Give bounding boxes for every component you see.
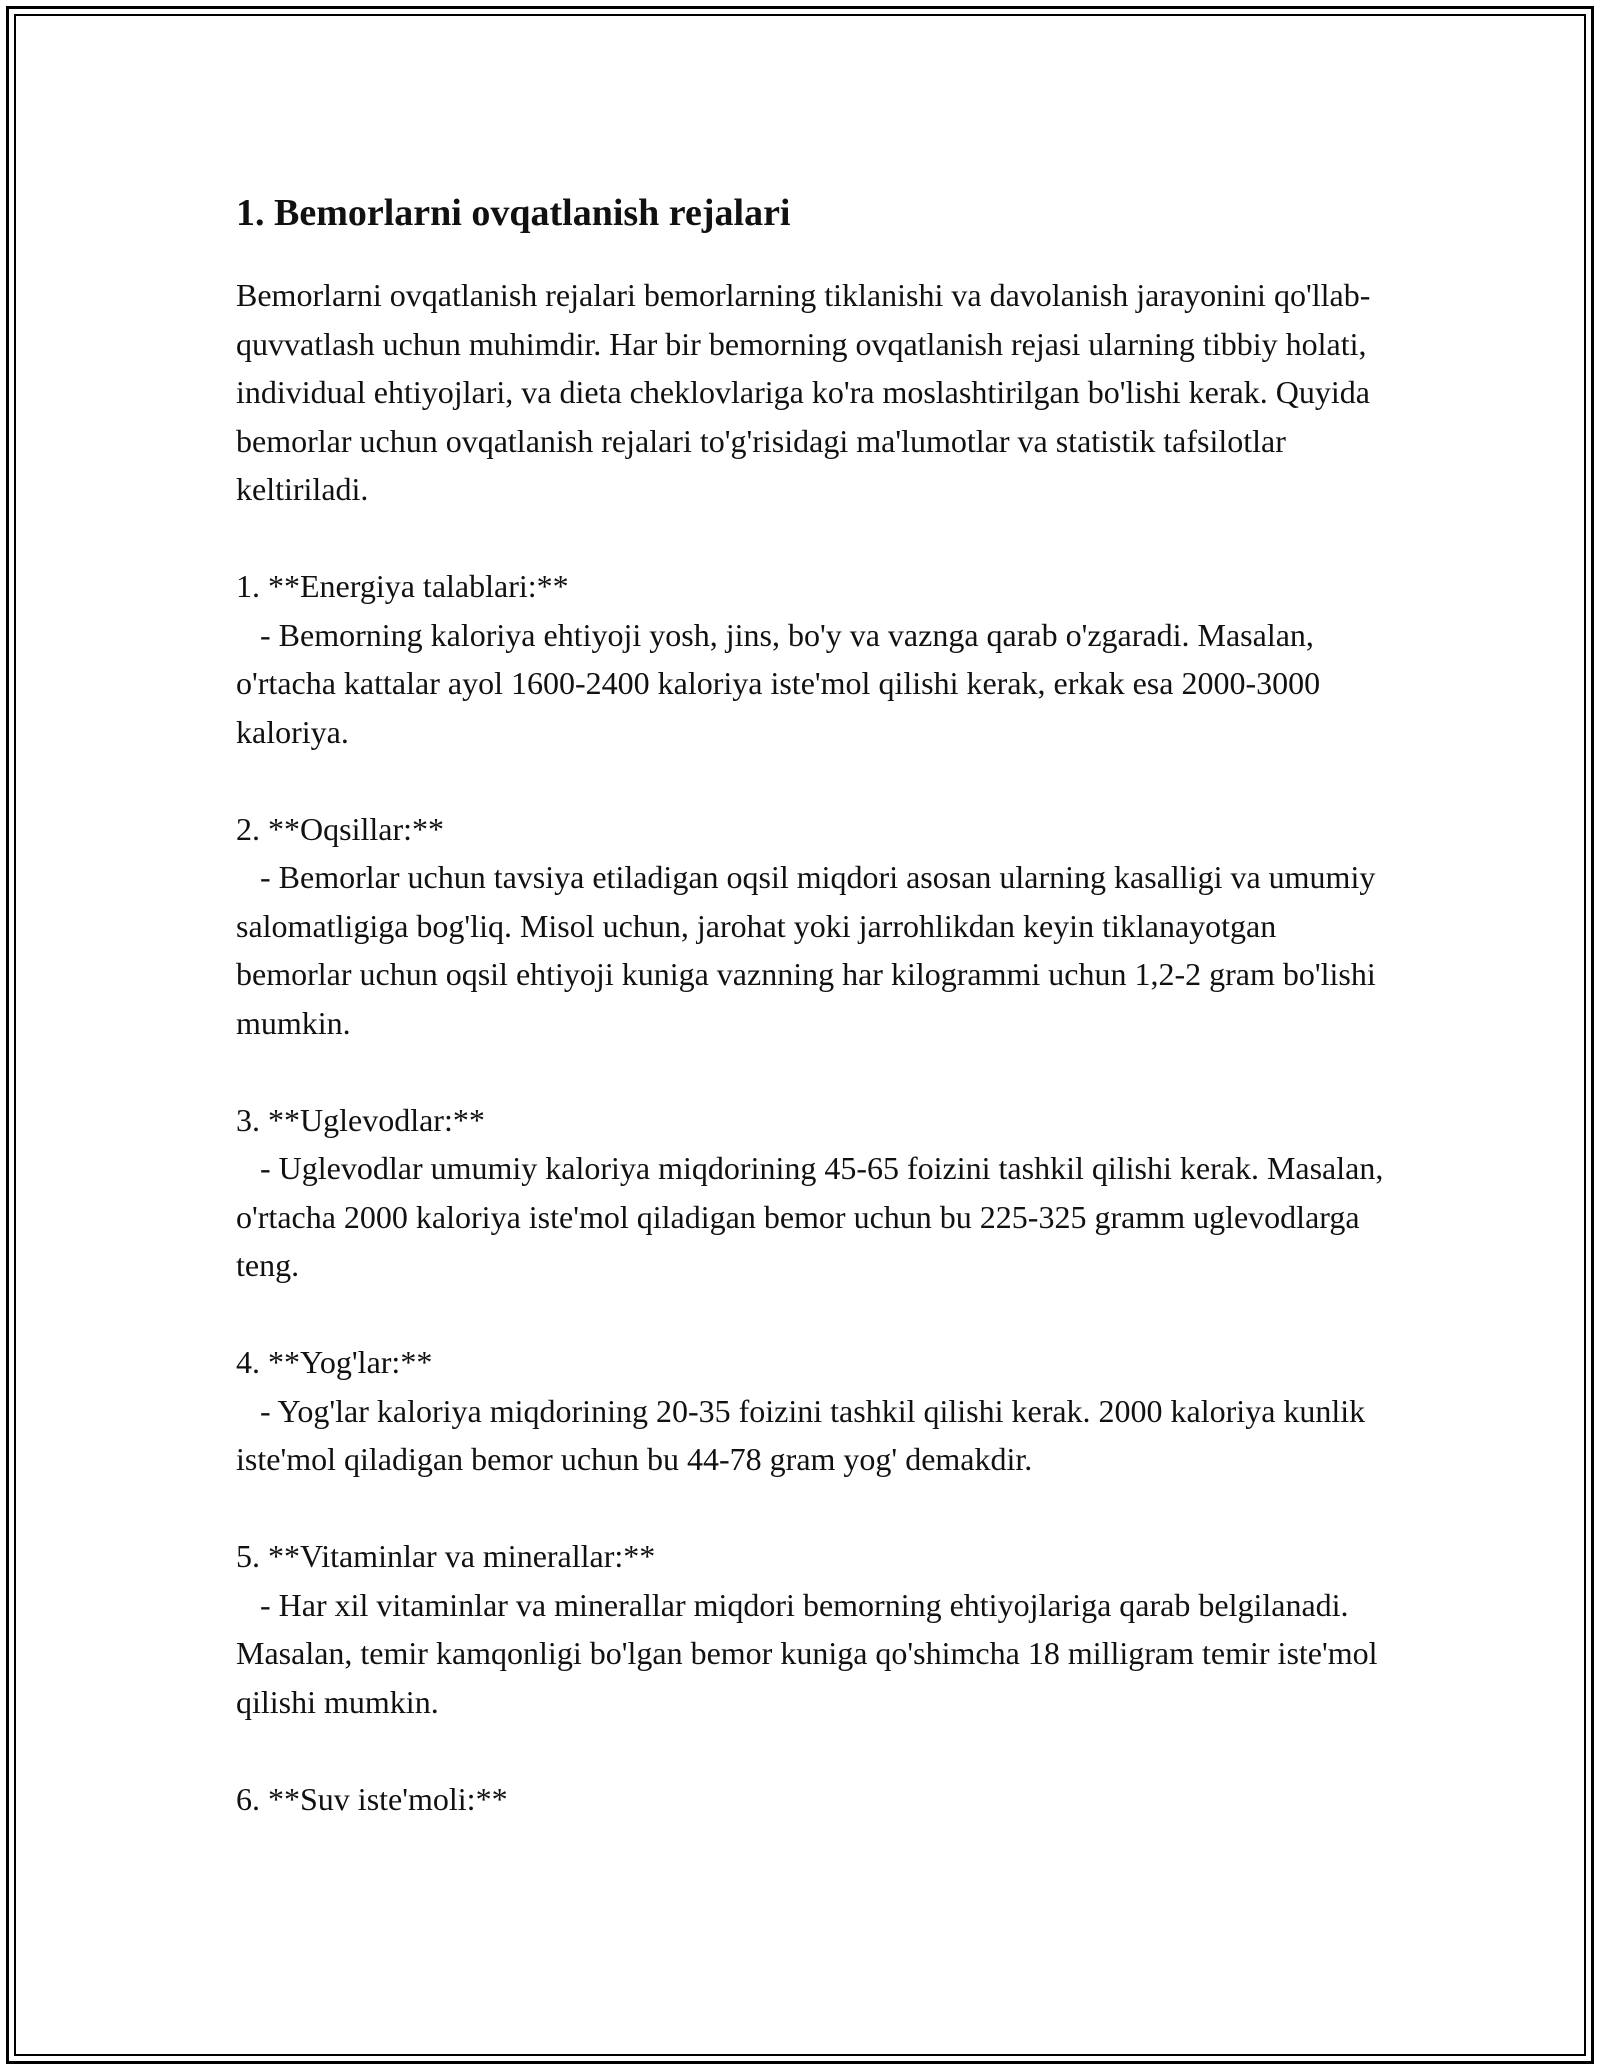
list-item xyxy=(236,562,1386,756)
item-heading: 3. **Uglevodlar:** xyxy=(236,1101,485,1138)
list-item xyxy=(236,805,1386,1048)
document-content xyxy=(236,185,1392,1823)
item-heading: 2. **Oqsillar:** xyxy=(236,810,444,847)
item-heading: 1. **Energiya talablari:** xyxy=(236,568,569,604)
item-heading: 6. **Suv iste'moli:** xyxy=(236,1780,508,1817)
intro-paragraph: Bemorlarni ovqatlanish rejalari bemorlarning tiklanishi va davolanish jarayonini qo'llab-quvvatlash uchun muhimdir. Har bir bemorning ovqatlanish rejasi ularning tibbiy holati, individual ehtiyojlari, va dieta cheklovlariga ko'ra moslashtirilgan bo'lishi kerak. Quyida bemorlar uchun ovqatlanish rejalari to'g'risidagi ma'lumotlar va statistik tafsilotlar keltiriladi. xyxy=(236,277,1371,507)
item-heading: 5. **Vitaminlar va minerallar:** xyxy=(236,1538,656,1574)
list-item xyxy=(236,1096,1392,1290)
item-body: - Har xil vitaminlar va minerallar miqdori bemorning ehtiyojlariga qarab belgilanadi. Masalan, temir kamqonligi bo'lgan bemor kuniga qo'shimcha 18 milligram temir iste'mol qilishi mumkin. xyxy=(236,1586,1386,1720)
item-body: - Yog'lar kaloriya miqdorining 20-35 foizini tashkil qilishi kerak. 2000 kaloriya kunlik iste'mol qiladigan bemor uchun bu 44-78 gram yog' demakdir. xyxy=(236,1392,1374,1477)
document-title: 1. Bemorlarni ovqatlanish rejalari xyxy=(236,192,791,234)
list-item xyxy=(236,1338,1386,1484)
item-body: - Bemorning kaloriya ehtiyoji yosh, jins, bo'y va vaznga qarab o'zgaradi. Masalan, o'rtacha kattalar ayol 1600-2400 kaloriya iste'mol qilishi kerak, erkak esa 2000-3000 kaloriya. xyxy=(236,616,1329,750)
item-heading: 4. **Yog'lar:** xyxy=(236,1344,433,1380)
list-item xyxy=(236,1532,1386,1726)
item-body: - Bemorlar uchun tavsiya etiladigan oqsil miqdori asosan ularning kasalligi va umumiy salomatligiga bog'liq. Misol uchun, jarohat yoki jarrohlikdan keyin tiklanayotgan bemorlar uchun oqsil ehtiyoji kuniga vaznning har kilogrammi uchun 1,2-2 gram bo'lishi mumkin. xyxy=(236,859,1384,1041)
list-item xyxy=(236,1775,1386,1824)
item-body: - Uglevodlar umumiy kaloriya miqdorining 45-65 foizini tashkil qilishi kerak. Masalan, o'rtacha 2000 kaloriya iste'mol qiladigan bemor uchun bu 225-325 gramm uglevodlarga teng. xyxy=(236,1150,1392,1283)
